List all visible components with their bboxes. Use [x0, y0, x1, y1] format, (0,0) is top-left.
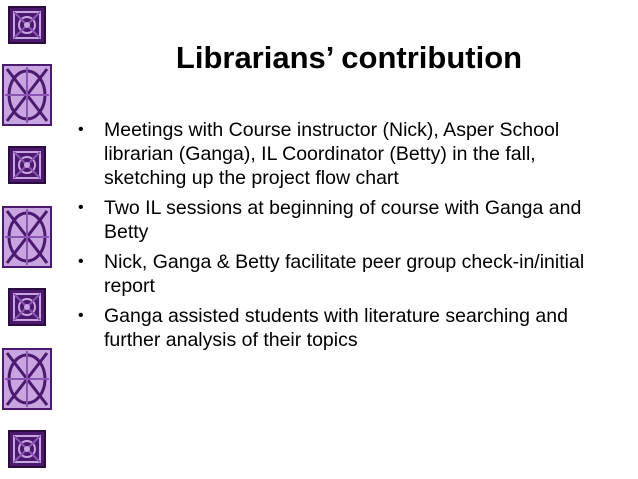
- bullet-text: Nick, Ganga & Betty facilitate peer group check-in/initial report: [104, 251, 585, 297]
- bullet-item: [78, 196, 623, 244]
- bullet-text: Ganga assisted students with literature searching and further analysis of their topics: [104, 305, 568, 351]
- bullet-item: [78, 118, 623, 190]
- bullet-dot-icon: •: [78, 199, 84, 216]
- celtic-knot-border: [0, 0, 56, 479]
- bullet-list: [78, 118, 623, 358]
- bullet-dot-icon: •: [78, 307, 84, 324]
- knot-tile-small-icon: [8, 146, 46, 184]
- knot-tile-large-icon: [2, 348, 52, 410]
- knot-tile-small-icon: [8, 430, 46, 468]
- bullet-item: [78, 304, 623, 352]
- bullet-dot-icon: •: [78, 121, 84, 138]
- knot-tile-large-icon: [2, 206, 52, 268]
- bullet-item: [78, 250, 623, 298]
- knot-tile-small-icon: [8, 6, 46, 44]
- slide-title: Librarians’ contribution: [175, 40, 523, 75]
- knot-tile-small-icon: [8, 288, 46, 326]
- bullet-dot-icon: •: [78, 253, 84, 270]
- bullet-text: Meetings with Course instructor (Nick), Asper School librarian (Ganga), IL Coordinator (Betty) in the fall, sketching up the project flow chart: [104, 119, 560, 189]
- knot-tile-large-icon: [2, 64, 52, 126]
- bullet-text: Two IL sessions at beginning of course with Ganga and Betty: [104, 197, 582, 243]
